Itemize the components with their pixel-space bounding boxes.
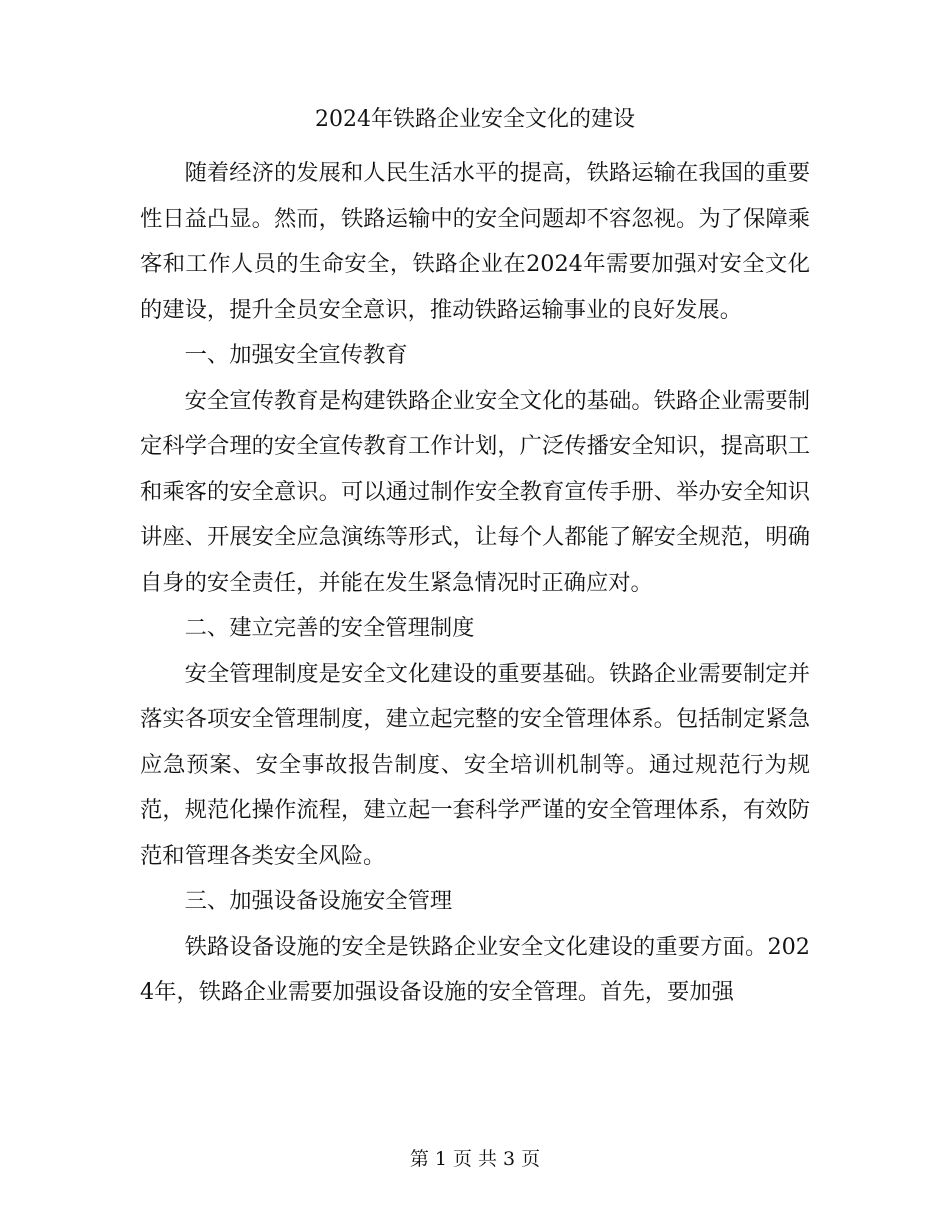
page-footer: 第 1 页 共 3 页 xyxy=(409,1148,541,1170)
paragraph-section-1: 安全宣传教育是构建铁路企业安全文化的基础。铁路企业需要制定科学合理的安全宣传教育工作计划，广泛传播安全知识，提高职工和乘客的安全意识。可以通过制作安全教育宣传手册、举办安全知识讲座、开展安全应急演练等形式，让每个人都能了解安全规范，明确自身的安全责任，并能在发生紧急情况时正确应对。 xyxy=(140,387,810,596)
paragraph-section-3: 铁路设备设施的安全是铁路企业安全文化建设的重要方面。2024年，铁路企业需要加强设备设施的安全管理。首先，要加强 xyxy=(140,933,810,1005)
section-heading-3: 三、加强设备设施安全管理 xyxy=(184,888,453,914)
document-title: 2024年铁路企业安全文化的建设 xyxy=(315,107,635,132)
document-body xyxy=(140,151,810,1016)
section-heading-1: 一、加强安全宣传教育 xyxy=(184,342,408,368)
section-heading-2: 二、建立完善的安全管理制度 xyxy=(184,615,475,641)
paragraph-intro: 随着经济的发展和人民生活水平的提高，铁路运输在我国的重要性日益凸显。然而，铁路运输中的安全问题却不容忽视。为了保障乘客和工作人员的生命安全，铁路企业在2024年需要加强对安全文化的建设，提升全员安全意识，推动铁路运输事业的良好发展。 xyxy=(140,160,810,323)
paragraph-section-2: 安全管理制度是安全文化建设的重要基础。铁路企业需要制定并落实各项安全管理制度，建立起完整的安全管理体系。包括制定紧急应急预案、安全事故报告制度、安全培训机制等。通过规范行为规范，规范化操作流程，建立起一套科学严谨的安全管理体系，有效防范和管理各类安全风险。 xyxy=(140,660,810,869)
